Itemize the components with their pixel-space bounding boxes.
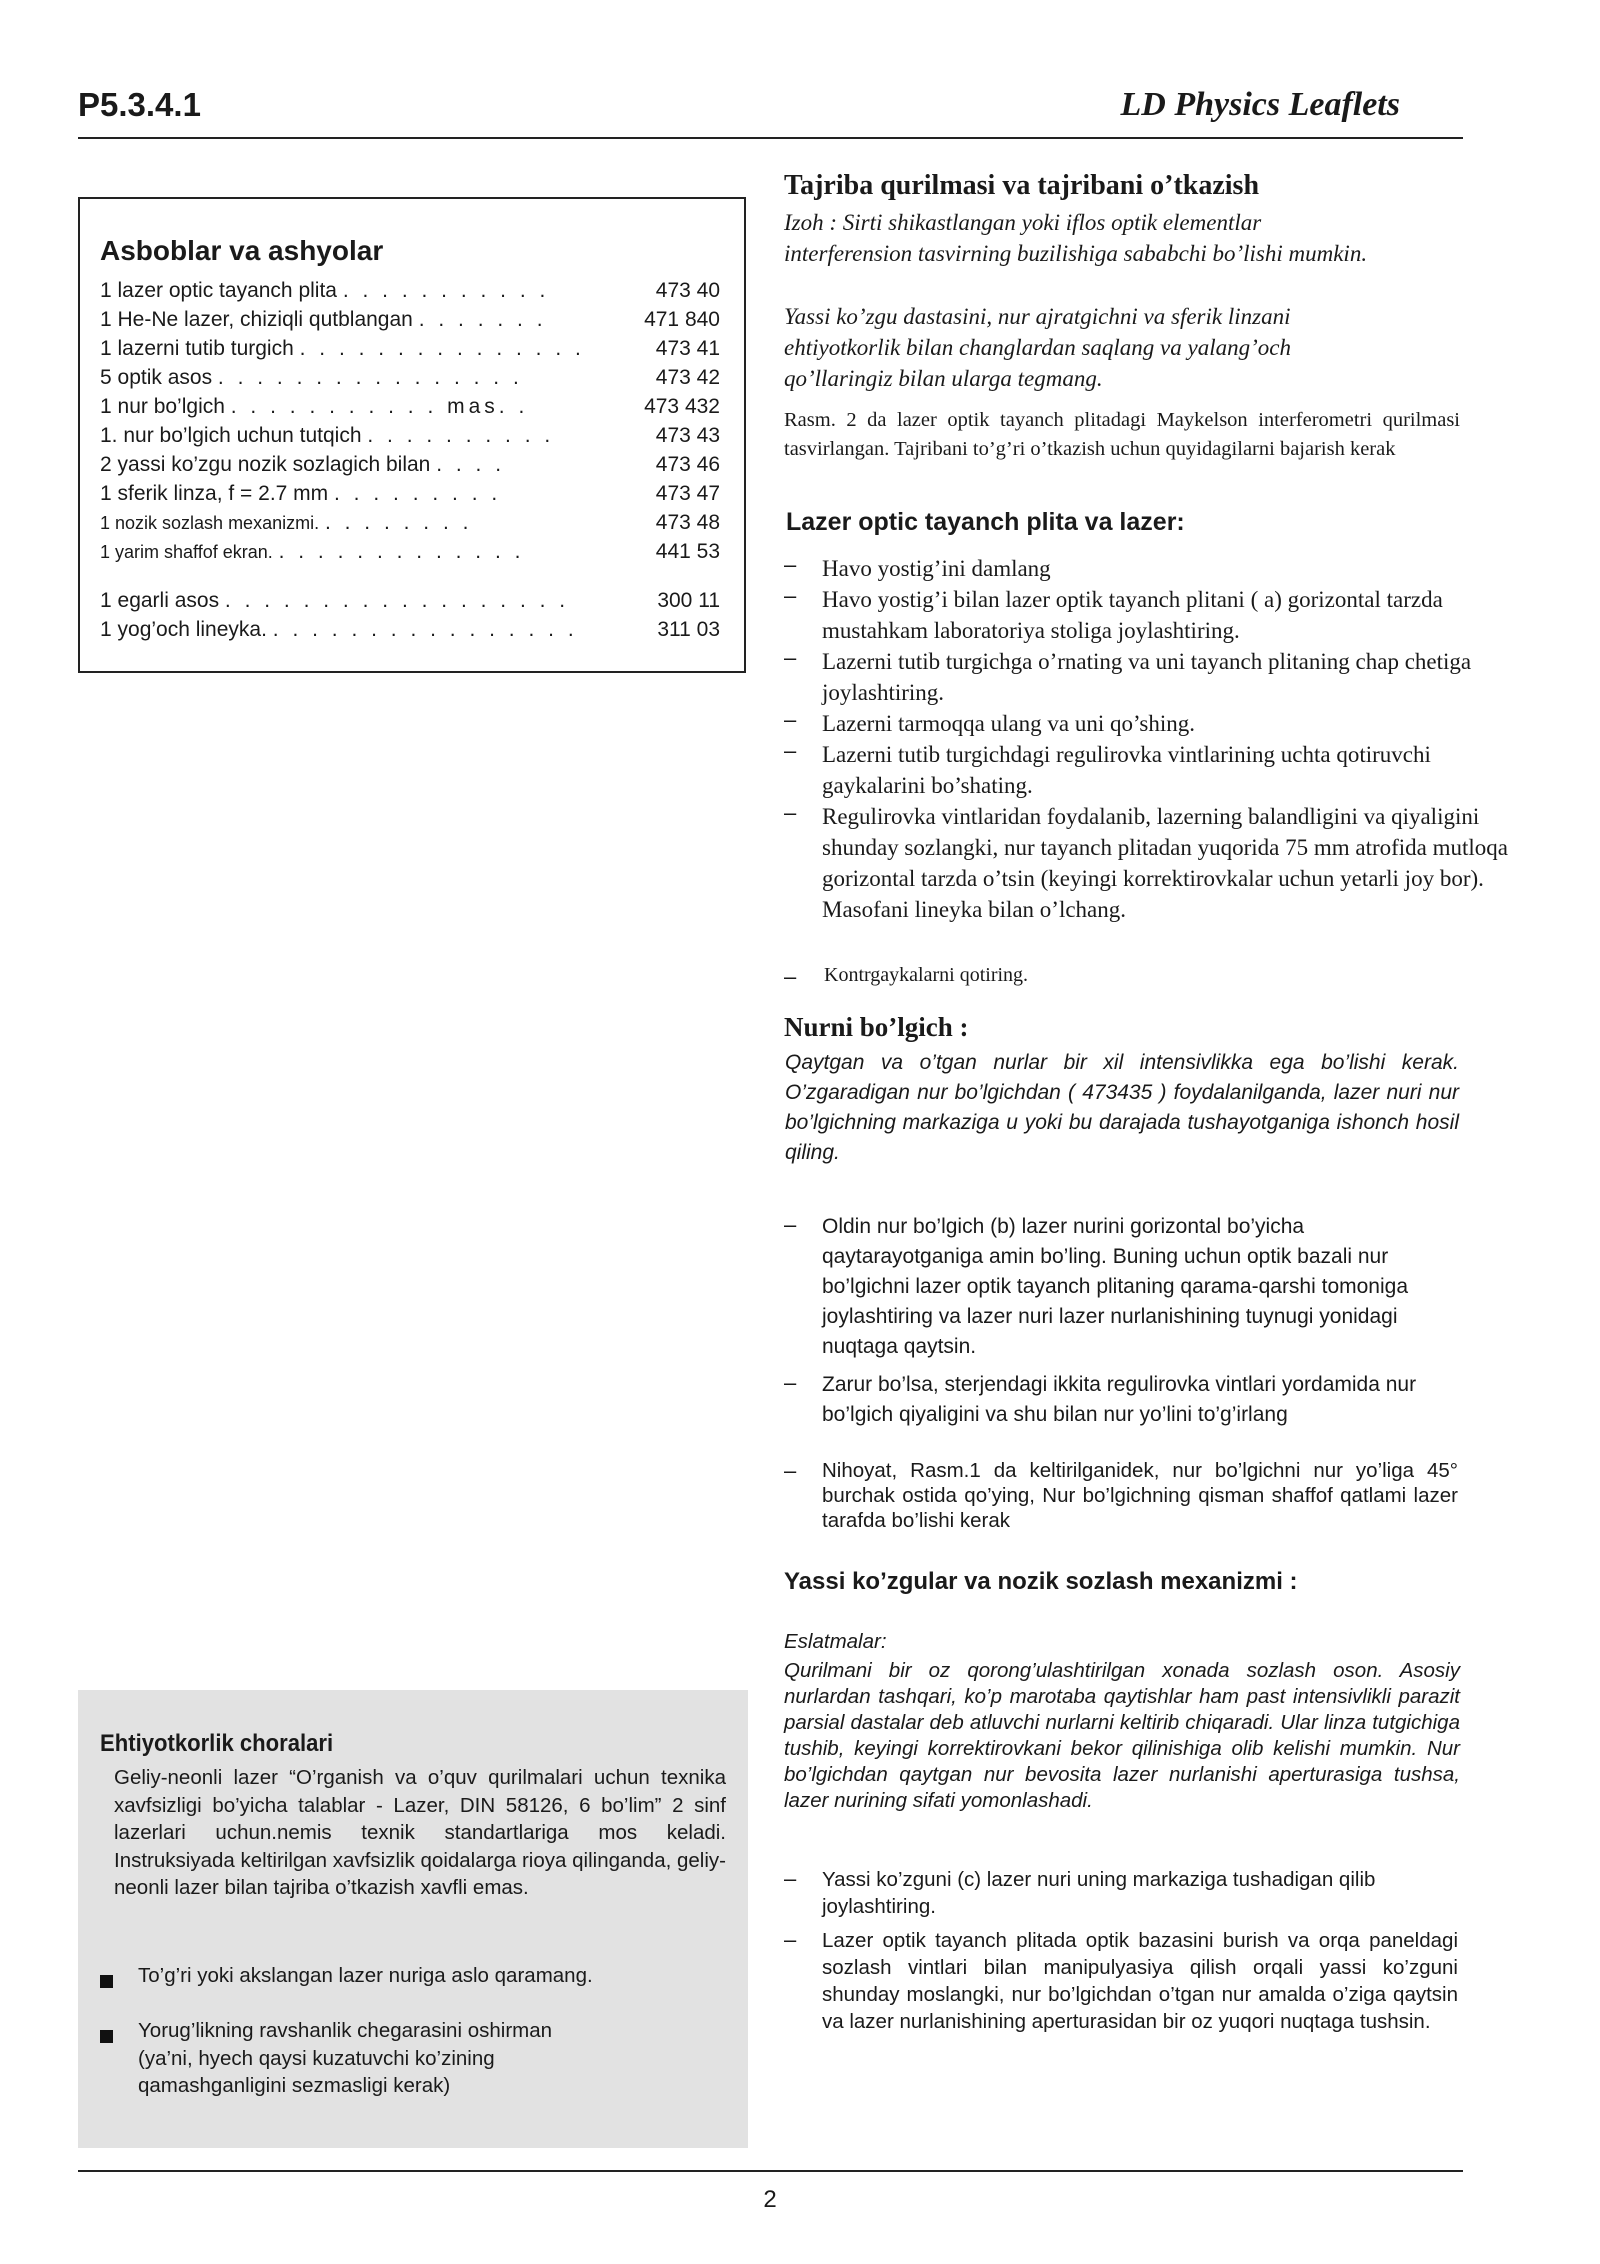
- list-item: Kontrgaykalarni qotiring.: [824, 964, 1029, 986]
- equipment-item: 2 yassi ko’zgu nozik sozlagich bilan . . . . 473 46: [100, 453, 720, 476]
- dash-bullet-icon: –: [784, 645, 797, 670]
- intro-text: Rasm. 2 da lazer optik tayanch plitadagi Maykelson interferometri qurilmasi tasvirlangan. Tajribani to’g’ri o’tkazish uchun quyidagilarni bajarish kerak: [784, 409, 1460, 460]
- dash-bullet-icon: –: [784, 1370, 797, 1395]
- equipment-item: 5 optik asos . . . . . . . . . . . . . . . . 473 42: [100, 366, 720, 389]
- note-italic: Izoh : Sirti shikastlangan yoki iflos optik elementlar interferension tasvirning buzilishiga sababchi bo’lishi mumkin.: [784, 210, 1368, 266]
- dash-bullet-icon: –: [784, 1212, 797, 1237]
- list-item: Lazer optik tayanch plitada optik bazasini burish va orqa paneldagi sozlash vintlari bilan manipulyasiya qilish orqali yassi ko’zguni shunday moslangki, nur bo’lgichdan o’tgan nur amalda o’ziga qaytsin va lazer nurlanishining aperturasidan bir oz yuqori nuqtaga tushsin.: [822, 1929, 1458, 2033]
- note-italic: Yassi ko’zgu dastasini, nur ajratgichni va sferik linzani ehtiyotkorlik bilan changlardan saqlang va yalang’och qo’llaringiz bilan ulargа tegmang.: [784, 304, 1291, 391]
- equipment-item: 1 yog’och lineyka. . . . . . . . . . . . . . . . . 311 03: [100, 618, 720, 641]
- equipment-item: 1 sferik linza, f = 2.7 mm . . . . . . . . . 473 47: [100, 482, 720, 505]
- subsection-title: Yassi ko’zgular va nozik sozlash mexanizmi :: [784, 1568, 1298, 1595]
- dash-bullet-icon: –: [784, 1927, 797, 1952]
- equipment-title: Asboblar va ashyolar: [100, 235, 384, 266]
- list-item: Zarur bo’lsa, sterjendagi ikkita regulirovka vintlari yordamida nur bo’lgich qiyaligini va shu bilan nur yo’lini to’g’irlang: [822, 1373, 1417, 1426]
- header-rule: [78, 137, 1463, 139]
- list-item: Yassi ko’zguni (c) lazer nuri uning markaziga tushadigan qilib joylashtiring.: [822, 1868, 1376, 1918]
- page-number: 2: [763, 2186, 777, 2213]
- note-italic: Qaytgan va o’tgan nurlar bir xil intensivlikka ega bo’lishi kerak. O’zgaradigan nur bo’lgichdan ( 473435 ) foydalanilganda, lazer nuri nur bo’lgichning markaziga u yoki bu darajada tushayotganiga ishonch hosil qiling.: [785, 1051, 1459, 1164]
- subsection-title: Nurni bo’lgich :: [784, 1012, 969, 1042]
- equipment-item: 1 egarli asos . . . . . . . . . . . . . . . . . . 300 11: [100, 589, 720, 612]
- notes-label: Eslatmalar:: [784, 1630, 887, 1653]
- list-item: Lazerni tutib turgichdagi regulirovka vintlarining uchta qotiruvchi gaykalarini bo’shating.: [822, 742, 1431, 798]
- safety-box: [78, 1690, 748, 2148]
- list-item: Lazerni tarmoqqa ulang va uni qo’shing.: [822, 711, 1196, 736]
- document-code: P5.3.4.1: [78, 86, 201, 123]
- dash-bullet-icon: –: [784, 964, 797, 989]
- subsection-title: Lazer optic tayanch plita va lazer:: [786, 508, 1185, 536]
- equipment-item: 1 nozik sozlash mexanizmi. . . . . . . . . 473 48: [100, 511, 720, 534]
- section-title: Tajriba qurilmasi va tajribani o’tkazish: [784, 170, 1260, 201]
- notes-text: Qurilmani bir oz qorong’ulashtirilgan xonada sozlash oson. Asosiy nurlardan tashqari, ko’p marotaba qaytishlar ham past intensivlikli parazit parsial dastalar deb atluvchi nurlarni keltirib chiqaradi. Ular linza tutgichiga tushib, keyingi korrektirovkani bekor qilinishiga olib kelishi mumkin. Nur bo’lgichdan qaytgan nur bevosita lazer nurlanishi aperturasiga tushsa, lazer nurining sifati yomonlashadi.: [784, 1659, 1460, 1812]
- dash-bullet-icon: –: [784, 1866, 797, 1891]
- dash-bullet-icon: –: [784, 800, 797, 825]
- equipment-item: 1 lazer optic tayanch plita . . . . . . . . . . . 473 40: [100, 279, 720, 302]
- dash-bullet-icon: –: [784, 552, 797, 577]
- square-bullet-icon: [100, 1975, 113, 1988]
- series-title: LD Physics Leaflets: [1120, 86, 1400, 123]
- safety-warning: To’g’ri yoki akslangan lazer nuriga aslo qaramang.: [138, 1964, 593, 1987]
- dash-bullet-icon: –: [784, 583, 797, 608]
- square-bullet-icon: [100, 2030, 113, 2043]
- list-item: Lazerni tutib turgichga o’rnating va uni tayanch plitaning chap chetiga joylashtiring.: [822, 649, 1472, 705]
- safety-warning: Yorug’likning ravshanlik chegarasini oshirman (ya’ni, hyech qaysi kuzatuvchi ko’zining qamashganligini sezmasligi kerak): [138, 2019, 553, 2097]
- list-item: Regulirovka vintlaridan foydalanib, lazerning balandligini va qiyaligini shunday sozlangki, nur tayanch plitadan yuqorida 75 mm atrofida mutloqa gorizontal tarzda o’tsin (keyingi korrektirovkalar uchun yetarli joy bor). Masofani lineyka bilan o’lchang.: [822, 804, 1509, 922]
- equipment-box: [78, 197, 746, 673]
- footer-rule: [78, 2170, 1463, 2172]
- equipment-item: 1 yarim shaffof ekran. . . . . . . . . . . . . . 441 53: [100, 540, 720, 563]
- dash-bullet-icon: –: [784, 707, 797, 732]
- list-item: Havo yostig’ini damlang: [822, 556, 1051, 581]
- safety-title: Ehtiyotkorlik choralari: [100, 1730, 334, 1757]
- equipment-item: 1. nur bo’lgich uchun tutqich . . . . . . . . . . 473 43: [100, 424, 720, 447]
- safety-text: Geliy-neonli lazer “O’rganish va o’quv qurilmalari uchun texnika xavfsizligi bo’yicha talablar - Lazer, DIN 58126, 6 bo’lim” 2 sinf lazerlari uchun.nemis texnik standartlariga mos keladi. Instruksiyada keltirilgan xavfsizlik qoidalarga rioya qilinganda, geliy-neonli lazer bilan tajriba o’tkazish xavfli emas.: [114, 1766, 726, 1899]
- equipment-item: 1 He-Ne lazer, chiziqli qutblangan . . . . . . . 471 840: [100, 308, 720, 331]
- equipment-item: 1 lazerni tutib turgich . . . . . . . . . . . . . . . 473 41: [100, 337, 720, 360]
- dash-bullet-icon: –: [784, 738, 797, 763]
- list-item: Oldin nur bo’lgich (b) lazer nurini gorizontal bo’yicha qaytarayotganiga amin bo’ling. Buning uchun optik bazali nur bo’lgichni lazer optik tayanch plitaning qarama-qarshi tomoniga joylashtiring va lazer nuri lazer nurlanishining tuynugi yonidagi nuqtaga qaytsin.: [822, 1215, 1409, 1358]
- equipment-item: 1 nur bo’lgich . . . . . . . . . . . mas. . 473 432: [100, 395, 720, 418]
- list-item: Havo yostig’i bilan lazer optik tayanch plitani ( a) gorizontal tarzda mustahkam laboratoriya stoliga joylashtiring.: [822, 587, 1443, 643]
- list-item: Nihoyat, Rasm.1 da keltirilganidek, nur bo’lgichni nur yo’liga 45° burchak ostida qo’ying, Nur bo’lgichning qisman shaffof qatlami lazer tarafda bo’lishi kerak: [822, 1459, 1458, 1532]
- dash-bullet-icon: –: [784, 1458, 797, 1483]
